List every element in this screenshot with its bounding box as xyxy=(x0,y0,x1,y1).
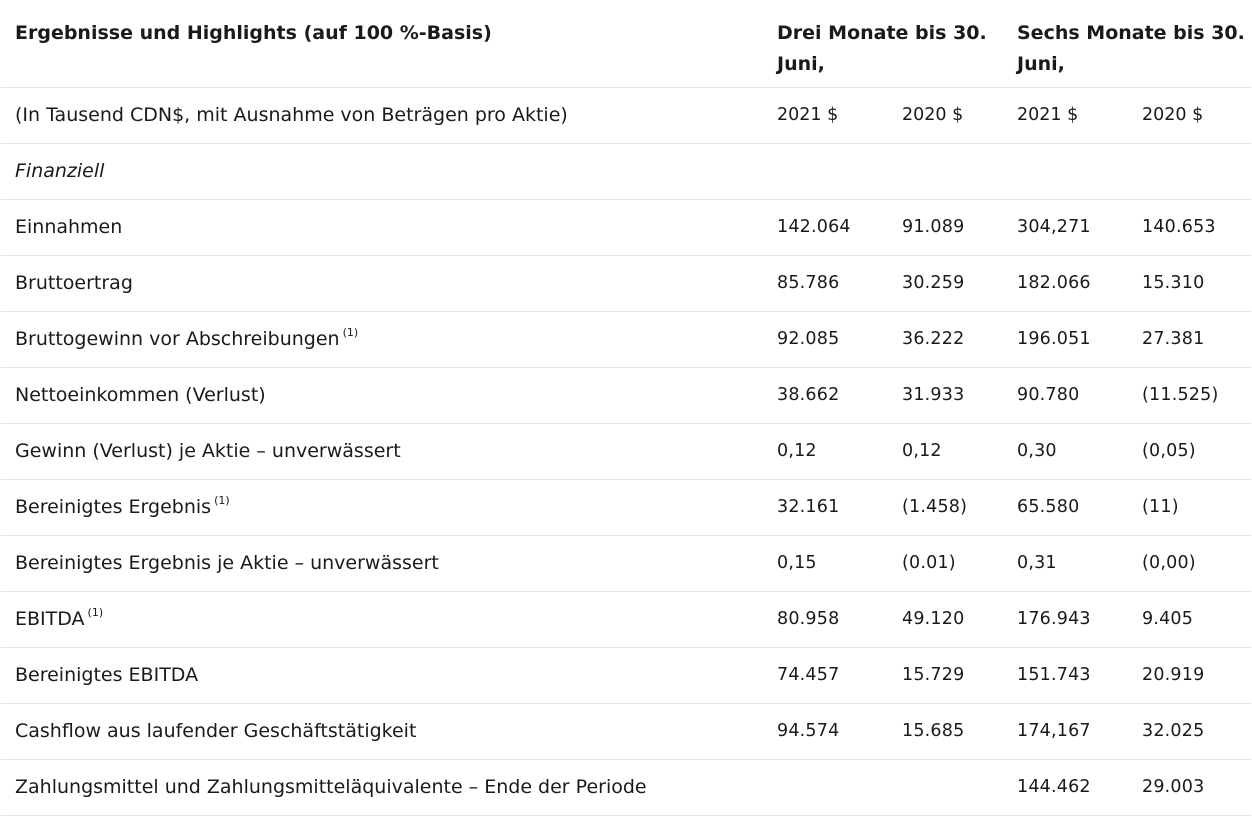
table-header-row xyxy=(1,0,1251,87)
value-cell-h-2020: 9.405 xyxy=(1128,591,1251,647)
row-label: Zahlungsmittel und Zahlungsmitteläquivalente – Ende der Periode xyxy=(15,776,647,798)
table-row xyxy=(1,199,1251,255)
table-row xyxy=(1,647,1251,703)
row-label-cell xyxy=(1,479,763,535)
footnote-marker: (1) xyxy=(214,494,230,507)
value-cell-h-2021: 0,30 xyxy=(1003,423,1128,479)
row-label-cell xyxy=(1,591,763,647)
value-cell-q-2021: 32.161 xyxy=(763,479,888,535)
row-label: Einnahmen xyxy=(15,216,123,238)
table-row xyxy=(1,703,1251,759)
value-cell-h-2021: 304,271 xyxy=(1003,199,1128,255)
year-header-h-2020: 2020 $ xyxy=(1128,87,1251,143)
row-label: Bereinigtes Ergebnis je Aktie – unverwässert xyxy=(15,552,439,574)
row-label: Bruttogewinn vor Abschreibungen xyxy=(15,328,340,350)
row-label: Nettoeinkommen (Verlust) xyxy=(15,384,266,406)
period-six-months-header: Sechs Monate bis 30. Juni, xyxy=(1003,0,1251,87)
row-label-cell xyxy=(1,367,763,423)
empty-cell xyxy=(1003,143,1128,199)
row-label-cell xyxy=(1,759,763,815)
table-row xyxy=(1,759,1251,815)
value-cell-h-2021: 144.462 xyxy=(1003,759,1128,815)
value-cell-q-2020: (0.01) xyxy=(888,535,1003,591)
value-cell-q-2021: 94.574 xyxy=(763,703,888,759)
row-label: Cashflow aus laufender Geschäftstätigkeit xyxy=(15,720,417,742)
value-cell-q-2021: 74.457 xyxy=(763,647,888,703)
value-cell-q-2020: 15.685 xyxy=(888,703,1003,759)
value-cell-q-2021: 92.085 xyxy=(763,311,888,367)
row-label: Bereinigtes EBITDA xyxy=(15,664,199,686)
section-label: Finanziell xyxy=(1,143,763,199)
value-cell-h-2020: (0,05) xyxy=(1128,423,1251,479)
table-row xyxy=(1,591,1251,647)
value-cell-q-2020: 15.729 xyxy=(888,647,1003,703)
row-label-cell xyxy=(1,535,763,591)
empty-cell xyxy=(1128,143,1251,199)
value-cell-q-2020: 49.120 xyxy=(888,591,1003,647)
row-label: Bruttoertrag xyxy=(15,272,133,294)
value-cell-h-2021: 176.943 xyxy=(1003,591,1128,647)
value-cell-h-2020: 27.381 xyxy=(1128,311,1251,367)
value-cell-q-2020 xyxy=(888,759,1003,815)
value-cell-q-2020: 31.933 xyxy=(888,367,1003,423)
year-header-h-2021: 2021 $ xyxy=(1003,87,1128,143)
value-cell-q-2021: 0,12 xyxy=(763,423,888,479)
results-table xyxy=(1,0,1251,816)
value-cell-q-2020: (1.458) xyxy=(888,479,1003,535)
row-label-cell xyxy=(1,255,763,311)
table-row xyxy=(1,255,1251,311)
units-label: (In Tausend CDN$, mit Ausnahme von Beträgen pro Aktie) xyxy=(1,87,763,143)
value-cell-h-2021: 151.743 xyxy=(1003,647,1128,703)
value-cell-q-2021: 80.958 xyxy=(763,591,888,647)
value-cell-h-2021: 174,167 xyxy=(1003,703,1128,759)
empty-cell xyxy=(888,143,1003,199)
value-cell-h-2020: 140.653 xyxy=(1128,199,1251,255)
value-cell-q-2020: 30.259 xyxy=(888,255,1003,311)
value-cell-h-2020: (0,00) xyxy=(1128,535,1251,591)
row-label: EBITDA xyxy=(15,608,85,630)
section-row xyxy=(1,143,1251,199)
value-cell-q-2020: 36.222 xyxy=(888,311,1003,367)
value-cell-q-2021: 38.662 xyxy=(763,367,888,423)
value-cell-q-2020: 91.089 xyxy=(888,199,1003,255)
value-cell-h-2021: 65.580 xyxy=(1003,479,1128,535)
row-label: Gewinn (Verlust) je Aktie – unverwässert xyxy=(15,440,401,462)
value-cell-h-2020: (11) xyxy=(1128,479,1251,535)
value-cell-h-2021: 90.780 xyxy=(1003,367,1128,423)
value-cell-q-2021: 142.064 xyxy=(763,199,888,255)
value-cell-q-2021: 0,15 xyxy=(763,535,888,591)
row-label-cell xyxy=(1,647,763,703)
period-three-months-header: Drei Monate bis 30. Juni, xyxy=(763,0,1003,87)
value-cell-h-2020: 15.310 xyxy=(1128,255,1251,311)
row-label: Bereinigtes Ergebnis xyxy=(15,496,212,518)
year-header-q-2021: 2021 $ xyxy=(763,87,888,143)
table-row xyxy=(1,423,1251,479)
value-cell-h-2021: 182.066 xyxy=(1003,255,1128,311)
row-label-cell xyxy=(1,199,763,255)
footnote-marker: (1) xyxy=(87,606,104,619)
row-label-cell xyxy=(1,311,763,367)
value-cell-q-2021: 85.786 xyxy=(763,255,888,311)
table-title: Ergebnisse und Highlights (auf 100 %-Basis) xyxy=(1,0,763,87)
row-label-cell xyxy=(1,703,763,759)
table-row xyxy=(1,479,1251,535)
units-row xyxy=(1,87,1251,143)
table-row xyxy=(1,535,1251,591)
data-rows xyxy=(1,199,1251,815)
year-header-q-2020: 2020 $ xyxy=(888,87,1003,143)
footnote-marker: (1) xyxy=(342,326,359,339)
table-row xyxy=(1,311,1251,367)
value-cell-h-2021: 196.051 xyxy=(1003,311,1128,367)
value-cell-h-2021: 0,31 xyxy=(1003,535,1128,591)
empty-cell xyxy=(763,143,888,199)
value-cell-h-2020: 20.919 xyxy=(1128,647,1251,703)
value-cell-h-2020: (11.525) xyxy=(1128,367,1251,423)
table-row xyxy=(1,367,1251,423)
value-cell-h-2020: 32.025 xyxy=(1128,703,1251,759)
value-cell-h-2020: 29.003 xyxy=(1128,759,1251,815)
value-cell-q-2021 xyxy=(763,759,888,815)
value-cell-q-2020: 0,12 xyxy=(888,423,1003,479)
row-label-cell xyxy=(1,423,763,479)
